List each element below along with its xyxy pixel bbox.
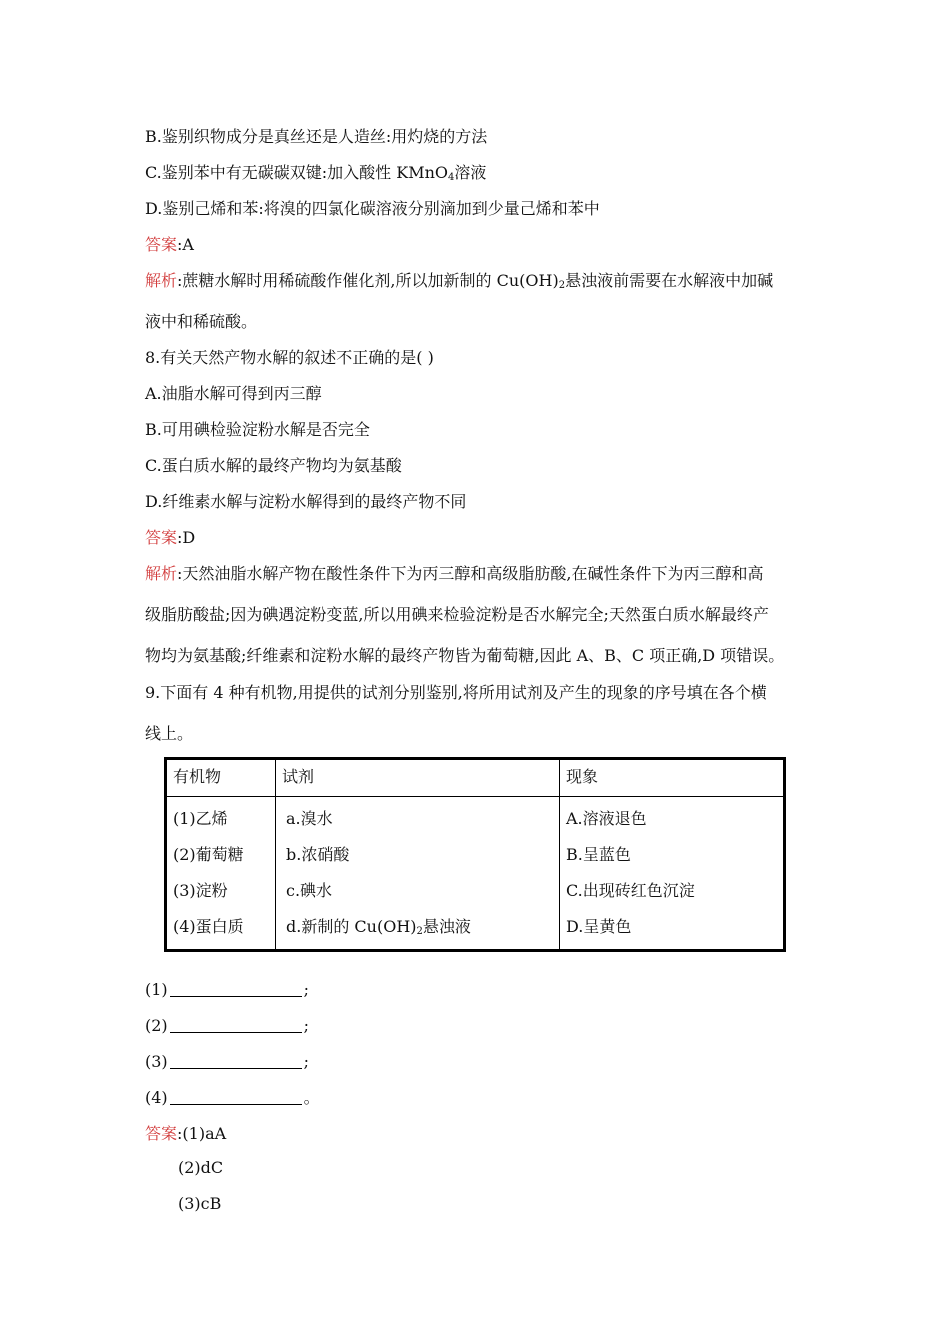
reagent-item: c.碘水 [286, 881, 333, 900]
reagent-item: a.溴水 [286, 809, 333, 828]
organic-item: (1)乙烯 [173, 809, 228, 828]
q9-stem-line1: 9.下面有 4 种有机物,用提供的试剂分别鉴别,将所用试剂及产生的现象的序号填在各个横 [145, 683, 767, 702]
header-phenomenon: 现象 [560, 759, 785, 797]
q7-answer: 答案:A [145, 235, 194, 254]
phenomena-cell [560, 797, 785, 951]
fill-blank[interactable] [170, 1090, 302, 1105]
phenomenon-item: A.溶液退色 [566, 809, 647, 828]
q9-answer: 答案:(1)aA [145, 1124, 227, 1143]
organic-item: (3)淀粉 [173, 881, 228, 900]
q8-option-b: B.可用碘检验淀粉水解是否完全 [145, 420, 370, 439]
q9-answer-3: (3)cB [178, 1194, 222, 1213]
fill-blank[interactable] [170, 1054, 302, 1069]
blank-line-3: (3) ; [145, 1052, 310, 1071]
q9-stem-line2: 线上。 [145, 724, 194, 743]
q7-option-d: D.鉴别己烯和苯:将溴的四氯化碳溶液分别滴加到少量己烯和苯中 [145, 199, 600, 218]
table-body-row [166, 797, 785, 951]
fill-blank[interactable] [170, 982, 302, 997]
q8-option-a: A.油脂水解可得到丙三醇 [145, 384, 322, 403]
reagent-item: b.浓硝酸 [286, 845, 350, 864]
q8-explanation-line3: 物均为氨基酸;纤维素和淀粉水解的最终产物皆为葡萄糖,因此 A、B、C 项正确,D 项错误。 [145, 646, 785, 665]
blank-line-4: (4) 。 [145, 1088, 320, 1107]
organic-item: (4)蛋白质 [173, 917, 244, 936]
reagent-item: d.新制的 $Cu(OH)_2$悬浊液 [286, 917, 471, 937]
q9-table [164, 757, 786, 952]
q9-answer-2: (2)dC [178, 1158, 224, 1177]
header-reagent: 试剂 [276, 759, 560, 797]
table-header-row [166, 759, 785, 797]
q8-stem: 8.有关天然产物水解的叙述不正确的是( ) [145, 348, 434, 367]
organic-item: (2)葡萄糖 [173, 845, 244, 864]
q8-explanation-line1: 解析:天然油脂水解产物在酸性条件下为丙三醇和高级脂肪酸,在碱性条件下为丙三醇和高 [145, 564, 764, 583]
organics-cell [166, 797, 276, 951]
q7-explanation-line1: 解析:蔗糖水解时用稀硫酸作催化剂,所以加新制的 $Cu(OH)_2$悬浊液前需要在水解液中加碱 [145, 271, 774, 291]
q7-explanation-line2: 液中和稀硫酸。 [145, 312, 258, 331]
q7-option-b: B.鉴别织物成分是真丝还是人造丝:用灼烧的方法 [145, 127, 488, 146]
fill-blank[interactable] [170, 1018, 302, 1033]
phenomenon-item: C.出现砖红色沉淀 [566, 881, 695, 900]
q8-option-c: C.蛋白质水解的最终产物均为氨基酸 [145, 456, 402, 475]
q7-option-c: C.鉴别苯中有无碳碳双键:加入酸性 KMnO$_4$溶液 [145, 163, 487, 183]
q8-answer: 答案:D [145, 528, 196, 547]
blank-line-2: (2) ; [145, 1016, 310, 1035]
q8-option-d: D.纤维素水解与淀粉水解得到的最终产物不同 [145, 492, 467, 511]
phenomenon-item: D.呈黄色 [566, 917, 632, 936]
reagents-cell [276, 797, 560, 951]
q8-explanation-line2: 级脂肪酸盐;因为碘遇淀粉变蓝,所以用碘来检验淀粉是否水解完全;天然蛋白质水解最终产 [145, 605, 769, 624]
phenomenon-item: B.呈蓝色 [566, 845, 631, 864]
header-organic: 有机物 [166, 759, 276, 797]
blank-line-1: (1) ; [145, 980, 310, 999]
